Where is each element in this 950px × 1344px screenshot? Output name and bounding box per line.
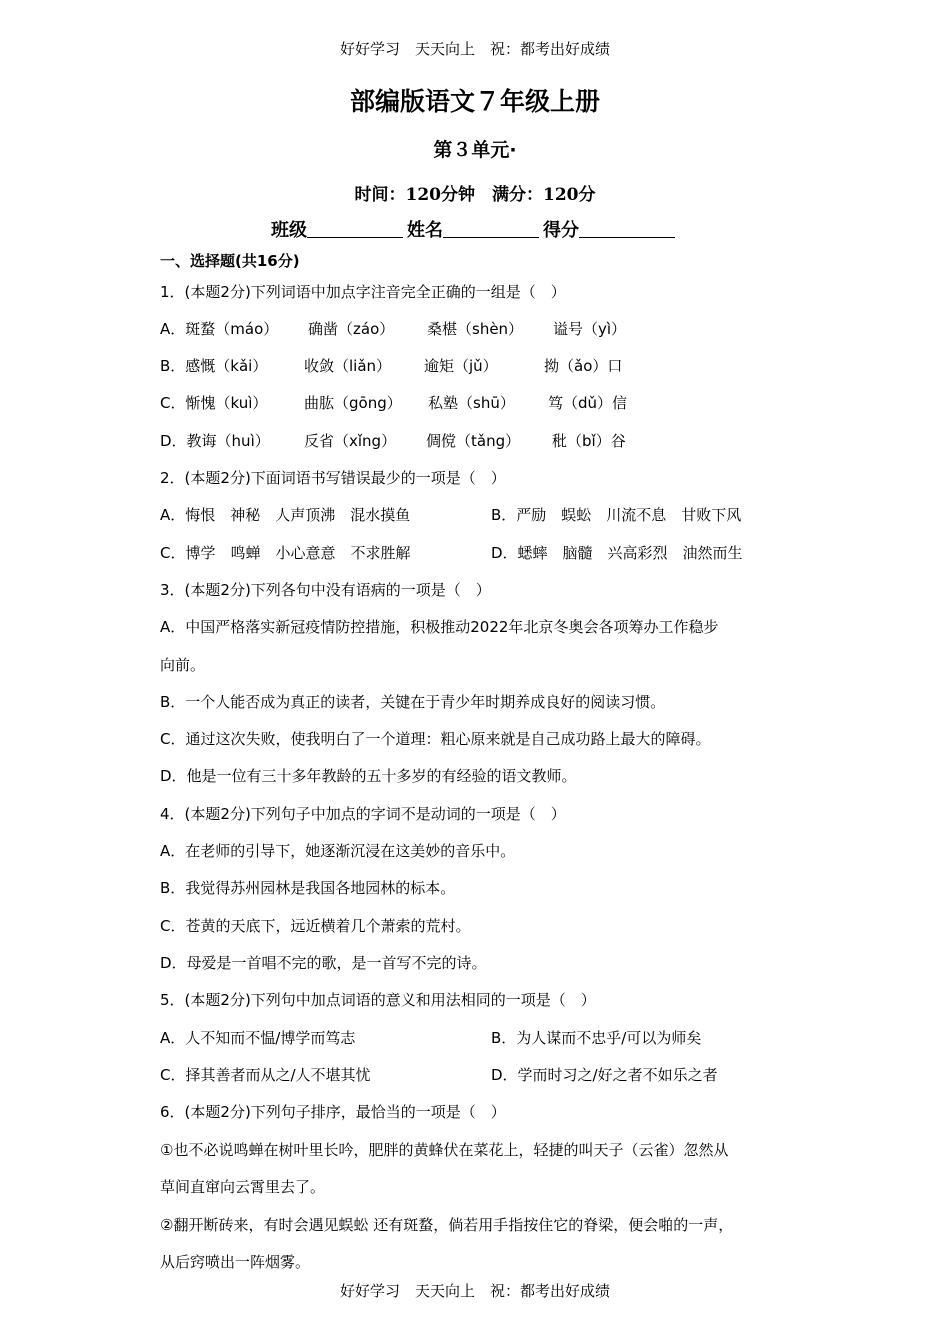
q5-option-a: A．人不知而不愠/博学而笃志: [160, 1029, 356, 1047]
question-4-stem: 4．(本题2分)下列句子中加点的字词不是动词的一项是（ ）: [160, 805, 566, 823]
q2-option-a: A．悔恨 神秘 人声顶沸 混水摸鱼: [160, 506, 411, 524]
q2-option-c: C．博学 鸣蝉 小心意意 不求胜解: [160, 544, 411, 562]
q5-option-b: B．为人谋而不忠乎/可以为师矣: [491, 1029, 702, 1047]
q1-option-a: A．斑蝥（máo） 确凿（záo） 桑椹（shèn） 谥号（yì）: [160, 320, 627, 338]
q4-option-c: C．苍黄的天底下，远近横着几个萧索的荒村。: [160, 917, 471, 935]
q5-option-d: D．学而时习之/好之者不如乐之者: [491, 1066, 718, 1084]
q3-option-b: B．一个人能否成为真正的读者，关键在于青少年时期养成良好的阅读习惯。: [160, 693, 666, 711]
q2-option-b: B．严励 蜈蚣 川流不息 甘败下风: [491, 506, 742, 524]
question-6-stem: 6．(本题2分)下列句子排序，最恰当的一项是（ ）: [160, 1103, 506, 1121]
q3-option-a: A．中国严格落实新冠疫情防控措施，积极推动2022年北京冬奥会各项筹办工作稳步: [160, 618, 719, 636]
page-footer: 好好学习 天天向上 祝：都考出好成绩: [339, 1282, 610, 1300]
question-5-stem: 5．(本题2分)下列句中加点词语的意义和用法相同的一项是（ ）: [160, 991, 596, 1009]
name-label: 姓名: [407, 220, 443, 241]
q6-sentence-2-cont: 从后窍喷出一阵烟雾。: [160, 1253, 311, 1271]
q3-option-a-cont: 向前。: [160, 656, 206, 674]
student-info-row: [0, 216, 950, 242]
q6-sentence-1-cont: 草间直窜向云霄里去了。: [160, 1178, 326, 1196]
q1-option-b: B．感慨（kǎi） 收敛（liǎn） 逾矩（jǔ） 拗（ǎo）口: [160, 357, 623, 375]
class-label: 班级: [271, 220, 307, 241]
q4-option-d: D．母爱是一首唱不完的歌，是一首写不完的诗。: [160, 954, 487, 972]
question-3-stem: 3．(本题2分)下列各句中没有语病的一项是（ ）: [160, 581, 491, 599]
q5-option-c: C．择其善者而从之/人不堪其忧: [160, 1066, 371, 1084]
q6-sentence-1: ①也不必说鸣蝉在树叶里长吟，肥胖的黄蜂伏在菜花上，轻捷的叫天子（云雀）忽然从: [160, 1141, 729, 1159]
q3-option-c: C．通过这次失败，使我明白了一个道理：粗心原来就是自己成功路上最大的障碍。: [160, 730, 711, 748]
document-title: 部编版语文７年级上册: [349, 87, 600, 116]
q4-option-b: B．我觉得苏州园林是我国各地园林的标本。: [160, 879, 456, 897]
q2-option-d: D．蟋蟀 脑髓 兴高彩烈 油然而生: [491, 544, 743, 562]
q1-option-d: D．教诲（huì） 反省（xǐng） 倜傥（tǎng） 秕（bǐ）谷: [160, 432, 626, 450]
section-heading: 一、选择题(共16分): [160, 252, 300, 270]
q3-option-d: D．他是一位有三十多年教龄的五十多岁的有经验的语文教师。: [160, 767, 577, 785]
q4-option-a: A．在老师的引导下，她逐渐沉浸在这美妙的音乐中。: [160, 842, 516, 860]
q6-sentence-2: ②翻开断砖来，有时会遇见蜈蚣 还有斑蝥，倘若用手指按住它的脊梁，便会啪的一声，: [160, 1216, 734, 1234]
name-blank[interactable]: [443, 219, 539, 238]
question-1-stem: 1．(本题2分)下列词语中加点字注音完全正确的一组是（ ）: [160, 283, 566, 301]
score-blank[interactable]: [579, 219, 675, 238]
question-2-stem: 2．(本题2分)下面词语书写错误最少的一项是（ ）: [160, 469, 506, 487]
score-label: 得分: [543, 220, 579, 241]
page-header: 好好学习 天天向上 祝：都考出好成绩: [339, 40, 610, 58]
q1-option-c: C．惭愧（kuì） 曲肱（gōng） 私塾（shū） 笃（dǔ）信: [160, 394, 628, 412]
exam-info: 时间：120分钟 满分：120分: [354, 185, 596, 205]
unit-title: 第３单元·: [433, 139, 517, 161]
class-blank[interactable]: [307, 219, 403, 238]
